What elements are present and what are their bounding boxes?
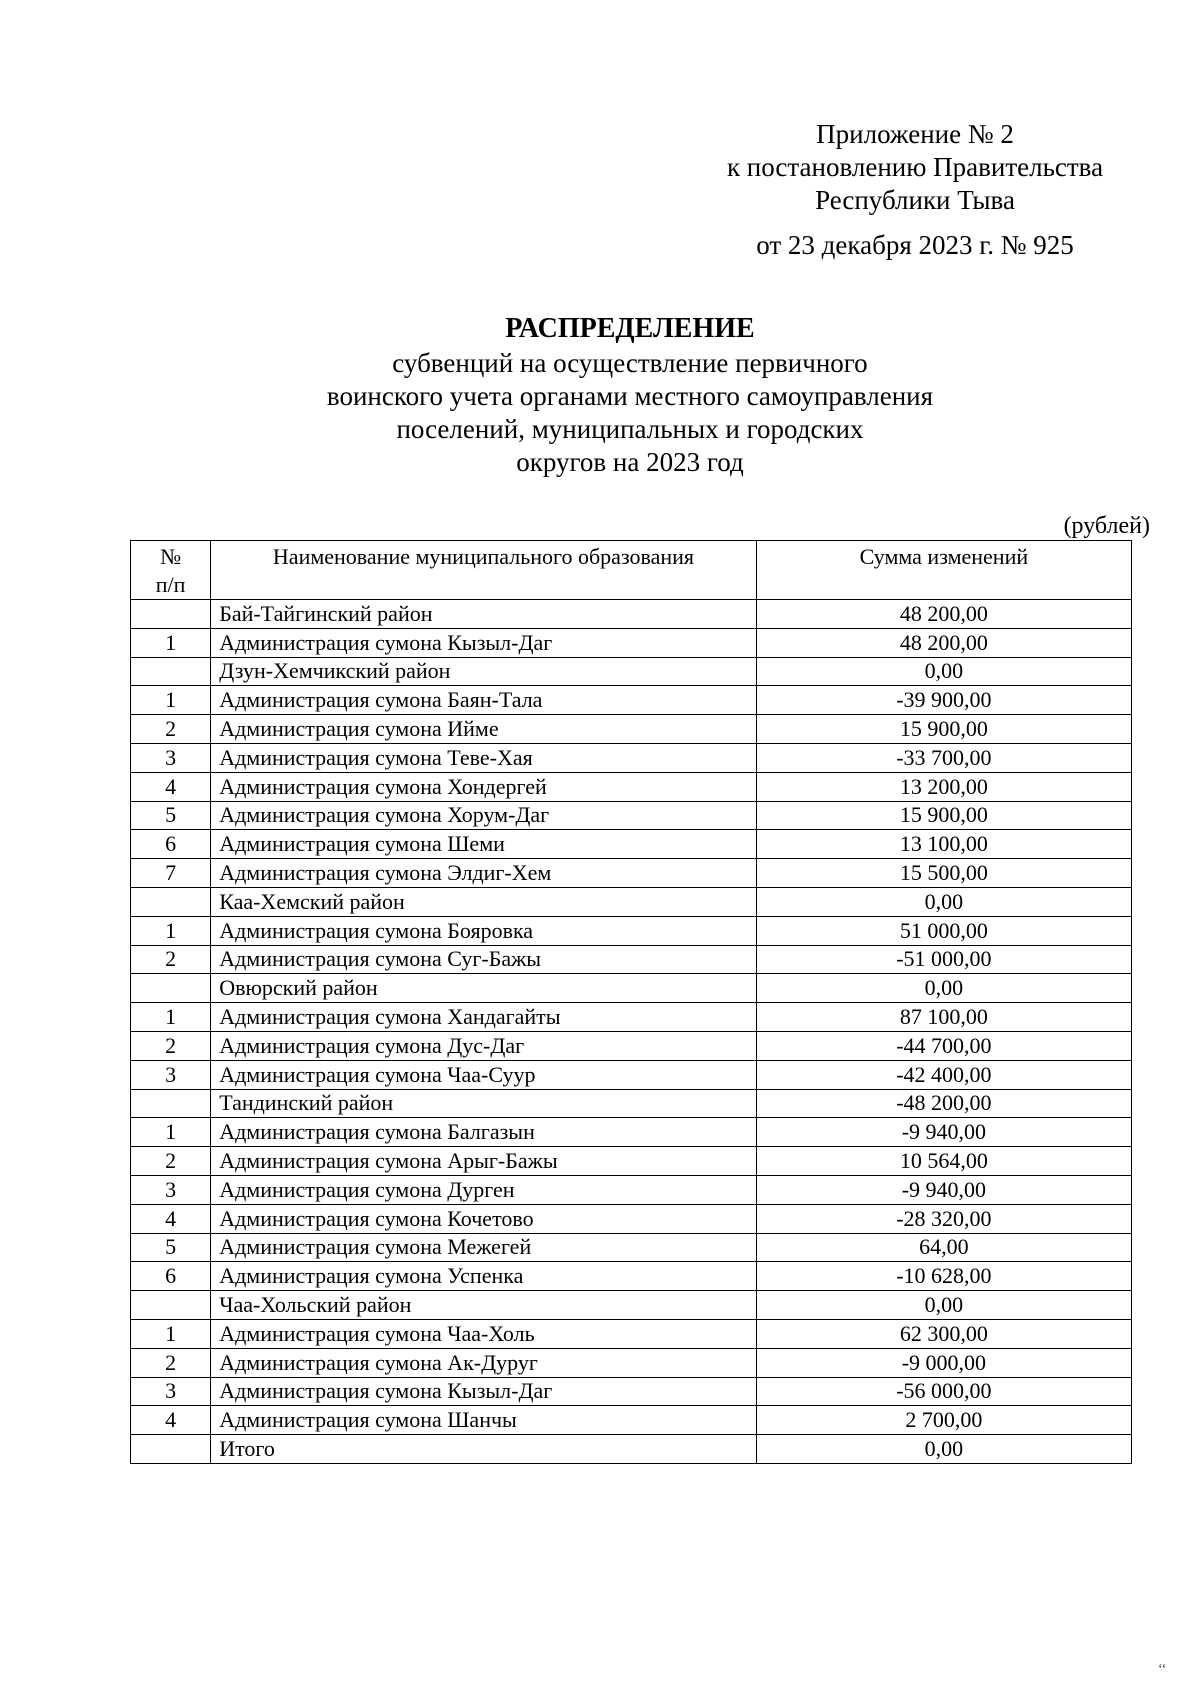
row-num-cell: 1 bbox=[131, 1003, 211, 1032]
table-row bbox=[131, 1377, 1132, 1406]
row-name-cell: Администрация сумона Балгазын bbox=[211, 1118, 757, 1147]
row-num-cell: 6 bbox=[131, 1262, 211, 1291]
header-sum: Сумма изменений bbox=[756, 541, 1131, 600]
row-num-cell: 1 bbox=[131, 916, 211, 945]
table-row bbox=[131, 887, 1132, 916]
subtitle-line-2: воинского учета органами местного самоуправления bbox=[326, 381, 934, 411]
table-row bbox=[131, 1175, 1132, 1204]
table-row bbox=[131, 600, 1132, 629]
row-sum-cell: 13 100,00 bbox=[756, 830, 1131, 859]
row-num-cell: 1 bbox=[131, 686, 211, 715]
row-sum-cell: -9 000,00 bbox=[756, 1348, 1131, 1377]
row-sum-cell: 48 200,00 bbox=[756, 600, 1131, 629]
row-num-cell: 2 bbox=[131, 945, 211, 974]
table-row bbox=[131, 1204, 1132, 1233]
subtitle-line-1: субвенций на осуществление первичного bbox=[392, 348, 868, 378]
row-num-cell: 1 bbox=[131, 1319, 211, 1348]
units-label: (рублей) bbox=[1063, 513, 1150, 539]
table-row bbox=[131, 945, 1132, 974]
row-sum-cell: 64,00 bbox=[756, 1233, 1131, 1262]
row-name-cell: Тандинский район bbox=[211, 1089, 757, 1118]
table-row bbox=[131, 1089, 1132, 1118]
row-num-cell bbox=[131, 657, 211, 686]
row-name-cell: Администрация сумона Кочетово bbox=[211, 1204, 757, 1233]
row-sum-cell: 0,00 bbox=[756, 1435, 1131, 1464]
header-name: Наименование муниципального образования bbox=[211, 541, 757, 600]
row-num-cell: 2 bbox=[131, 1348, 211, 1377]
row-name-cell: Администрация сумона Ак-Дуруг bbox=[211, 1348, 757, 1377]
row-sum-cell: 0,00 bbox=[756, 887, 1131, 916]
row-num-cell: 2 bbox=[131, 1031, 211, 1060]
table-row bbox=[131, 628, 1132, 657]
approval-block bbox=[690, 118, 1140, 262]
row-sum-cell: -33 700,00 bbox=[756, 743, 1131, 772]
corner-mark: ‘‘ bbox=[1158, 1662, 1167, 1677]
row-num-cell: 4 bbox=[131, 1406, 211, 1435]
row-sum-cell: -9 940,00 bbox=[756, 1175, 1131, 1204]
row-name-cell: Администрация сумона Хондергей bbox=[211, 772, 757, 801]
row-sum-cell: 48 200,00 bbox=[756, 628, 1131, 657]
header-num-label: № п/п bbox=[155, 544, 186, 597]
row-num-cell: 5 bbox=[131, 1233, 211, 1262]
row-num-cell: 3 bbox=[131, 1060, 211, 1089]
row-sum-cell: 15 900,00 bbox=[756, 715, 1131, 744]
row-sum-cell: -28 320,00 bbox=[756, 1204, 1131, 1233]
row-name-cell: Администрация сумона Чаа-Холь bbox=[211, 1319, 757, 1348]
row-num-cell: 3 bbox=[131, 1175, 211, 1204]
row-sum-cell: 10 564,00 bbox=[756, 1147, 1131, 1176]
row-sum-cell: 51 000,00 bbox=[756, 916, 1131, 945]
table-row bbox=[131, 974, 1132, 1003]
row-sum-cell: 15 500,00 bbox=[756, 859, 1131, 888]
row-sum-cell: -10 628,00 bbox=[756, 1262, 1131, 1291]
approval-line-4: от 23 декабря 2023 г. № 925 bbox=[756, 230, 1074, 260]
document-title: РАСПРЕДЕЛЕНИЕ bbox=[505, 313, 755, 344]
row-name-cell: Администрация сумона Теве-Хая bbox=[211, 743, 757, 772]
table-row bbox=[131, 657, 1132, 686]
row-name-cell: Администрация сумона Баян-Тала bbox=[211, 686, 757, 715]
row-sum-cell: -9 940,00 bbox=[756, 1118, 1131, 1147]
row-num-cell: 4 bbox=[131, 1204, 211, 1233]
approval-line-3: Республики Тыва bbox=[815, 185, 1015, 215]
table-row bbox=[131, 1003, 1132, 1032]
row-sum-cell: -48 200,00 bbox=[756, 1089, 1131, 1118]
table-row bbox=[131, 686, 1132, 715]
row-name-cell: Администрация сумона Кызыл-Даг bbox=[211, 1377, 757, 1406]
table-row bbox=[131, 1233, 1132, 1262]
row-sum-cell: 13 200,00 bbox=[756, 772, 1131, 801]
table-row bbox=[131, 1147, 1132, 1176]
row-num-cell: 4 bbox=[131, 772, 211, 801]
header-num bbox=[131, 541, 211, 600]
approval-line-1: Приложение № 2 bbox=[816, 119, 1014, 149]
row-sum-cell: -51 000,00 bbox=[756, 945, 1131, 974]
title-block bbox=[200, 312, 1060, 479]
row-num-cell: 5 bbox=[131, 801, 211, 830]
row-sum-cell: -39 900,00 bbox=[756, 686, 1131, 715]
subtitle-line-3: поселений, муниципальных и городских bbox=[396, 414, 864, 444]
table-row bbox=[131, 1060, 1132, 1089]
row-name-cell: Администрация сумона Ийме bbox=[211, 715, 757, 744]
table-row bbox=[131, 859, 1132, 888]
table-row bbox=[131, 772, 1132, 801]
table-body bbox=[131, 600, 1132, 1464]
distribution-table bbox=[130, 540, 1132, 1464]
row-num-cell bbox=[131, 1435, 211, 1464]
row-name-cell: Администрация сумона Суг-Бажы bbox=[211, 945, 757, 974]
row-name-cell: Администрация сумона Арыг-Бажы bbox=[211, 1147, 757, 1176]
approval-line-2: к постановлению Правительства bbox=[726, 152, 1104, 182]
row-sum-cell: 62 300,00 bbox=[756, 1319, 1131, 1348]
table-row bbox=[131, 916, 1132, 945]
table-row bbox=[131, 715, 1132, 744]
row-num-cell: 6 bbox=[131, 830, 211, 859]
subtitle-line-4: округов на 2023 год bbox=[516, 447, 744, 477]
row-name-cell: Администрация сумона Шеми bbox=[211, 830, 757, 859]
row-num-cell bbox=[131, 1089, 211, 1118]
row-name-cell: Администрация сумона Элдиг-Хем bbox=[211, 859, 757, 888]
table-row bbox=[131, 1291, 1132, 1320]
row-sum-cell: 15 900,00 bbox=[756, 801, 1131, 830]
table-header-row bbox=[131, 541, 1132, 600]
row-name-cell: Администрация сумона Бояровка bbox=[211, 916, 757, 945]
row-name-cell: Чаа-Хольский район bbox=[211, 1291, 757, 1320]
row-num-cell: 2 bbox=[131, 715, 211, 744]
row-num-cell: 1 bbox=[131, 628, 211, 657]
table-row bbox=[131, 1319, 1132, 1348]
row-sum-cell: -56 000,00 bbox=[756, 1377, 1131, 1406]
row-num-cell bbox=[131, 1291, 211, 1320]
row-num-cell: 2 bbox=[131, 1147, 211, 1176]
table-row bbox=[131, 801, 1132, 830]
row-name-cell: Администрация сумона Дурген bbox=[211, 1175, 757, 1204]
row-name-cell: Администрация сумона Межегей bbox=[211, 1233, 757, 1262]
row-sum-cell: 87 100,00 bbox=[756, 1003, 1131, 1032]
row-name-cell: Администрация сумона Успенка bbox=[211, 1262, 757, 1291]
row-sum-cell: 2 700,00 bbox=[756, 1406, 1131, 1435]
row-name-cell: Администрация сумона Хандагайты bbox=[211, 1003, 757, 1032]
row-sum-cell: 0,00 bbox=[756, 657, 1131, 686]
table-row bbox=[131, 743, 1132, 772]
row-num-cell: 3 bbox=[131, 1377, 211, 1406]
row-name-cell: Дзун-Хемчикский район bbox=[211, 657, 757, 686]
row-name-cell: Администрация сумона Чаа-Суур bbox=[211, 1060, 757, 1089]
table-row bbox=[131, 830, 1132, 859]
row-num-cell: 7 bbox=[131, 859, 211, 888]
row-num-cell bbox=[131, 974, 211, 1003]
row-sum-cell: 0,00 bbox=[756, 974, 1131, 1003]
table-row bbox=[131, 1031, 1132, 1060]
row-num-cell: 3 bbox=[131, 743, 211, 772]
row-name-cell: Овюрский район bbox=[211, 974, 757, 1003]
row-name-cell: Администрация сумона Кызыл-Даг bbox=[211, 628, 757, 657]
row-name-cell: Администрация сумона Хорум-Даг bbox=[211, 801, 757, 830]
row-num-cell bbox=[131, 887, 211, 916]
table-row bbox=[131, 1406, 1132, 1435]
table-row bbox=[131, 1348, 1132, 1377]
row-sum-cell: 0,00 bbox=[756, 1291, 1131, 1320]
row-num-cell bbox=[131, 600, 211, 629]
row-sum-cell: -44 700,00 bbox=[756, 1031, 1131, 1060]
row-name-cell: Администрация сумона Дус-Даг bbox=[211, 1031, 757, 1060]
table-row bbox=[131, 1118, 1132, 1147]
row-sum-cell: -42 400,00 bbox=[756, 1060, 1131, 1089]
row-name-cell: Администрация сумона Шанчы bbox=[211, 1406, 757, 1435]
table-row bbox=[131, 1262, 1132, 1291]
row-num-cell: 1 bbox=[131, 1118, 211, 1147]
row-name-cell: Каа-Хемский район bbox=[211, 887, 757, 916]
row-name-cell: Итого bbox=[211, 1435, 757, 1464]
row-name-cell: Бай-Тайгинский район bbox=[211, 600, 757, 629]
table-row bbox=[131, 1435, 1132, 1464]
